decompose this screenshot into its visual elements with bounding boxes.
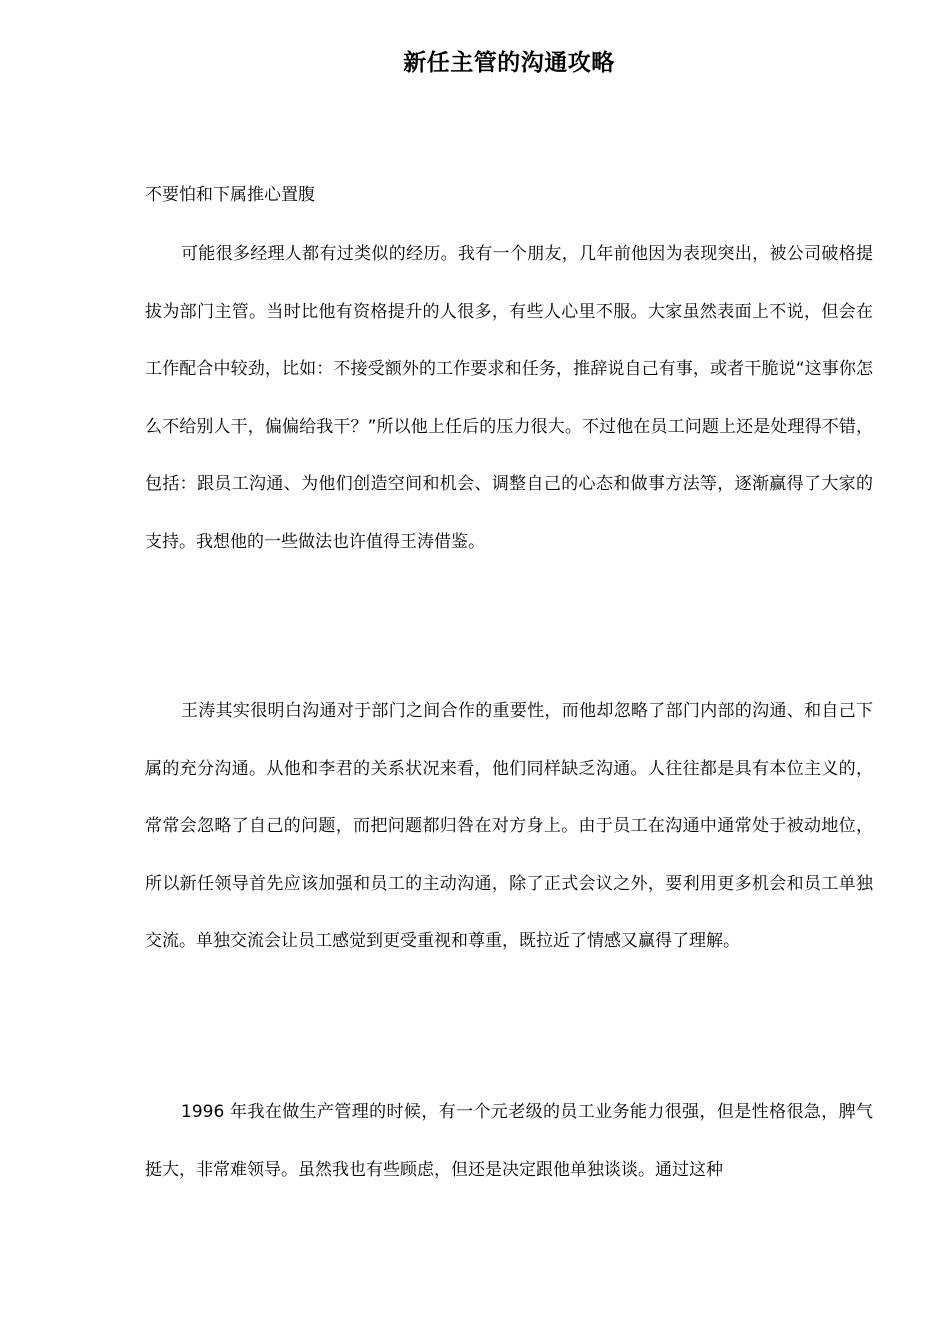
paragraph-1: 可能很多经理人都有过类似的经历。我有一个朋友，几年前他因为表现突出，被公司破格提拔为部门主管。当时比他有资格提升的人很多，有些人心里不服。大家虽然表面上不说，但会在工作配合中较劲，比如：不接受额外的工作要求和任务，推辞说自己有事，或者干脆说“这事你怎么不给别人干，偏偏给我干？”所以他上任后的压力很大。不过他在员工问题上还是处理得不错，包括：跟员工沟通、为他们创造空间和机会、调整自己的心态和做事方法等，逐渐赢得了大家的支持。我想他的一些做法也许值得王涛借鉴。 — [145, 244, 873, 552]
section-heading: 不要怕和下属推心置腹 — [145, 185, 315, 205]
paragraph-2: 王涛其实很明白沟通对于部门之间合作的重要性，而他却忽略了部门内部的沟通、和自己下属的充分沟通。从他和李君的关系状况来看，他们同样缺乏沟通。人往往都是具有本位主义的，常常会忽略了自己的问题，而把问题都归咎在对方身上。由于员工在沟通中通常处于被动地位，所以新任领导首先应该加强和员工的主动沟通，除了正式会议之外，要利用更多机会和员工单独交流。单独交流会让员工感觉到更受重视和尊重，既拉近了情感又赢得了理解。 — [145, 701, 873, 951]
document-title: 新任主管的沟通攻略 — [403, 50, 615, 76]
paragraph-3: 1996 年我在做生产管理的时候，有一个元老级的员工业务能力很强，但是性格很急，脾气挺大，非常难领导。虽然我也有些顾虑，但还是决定跟他单独谈谈。通过这种 — [145, 1102, 873, 1180]
